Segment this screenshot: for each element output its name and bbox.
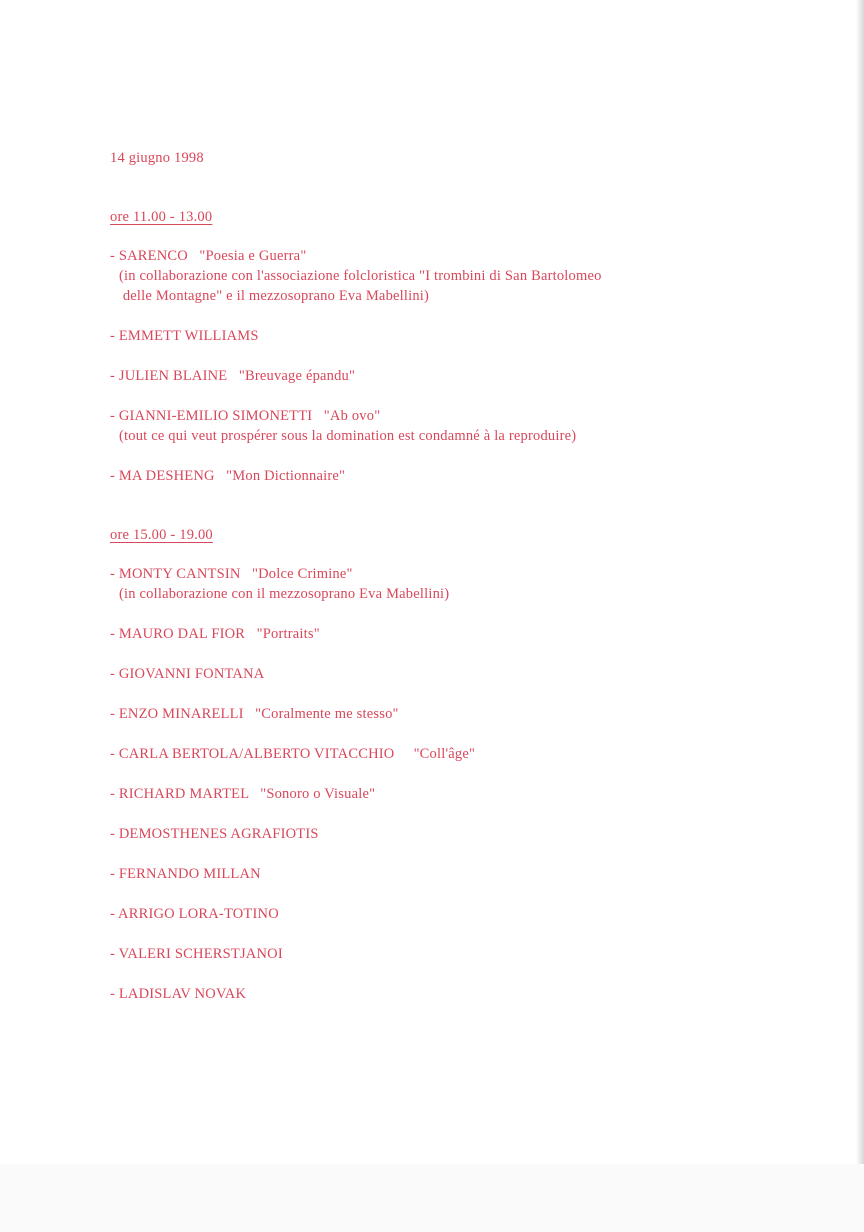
sessions-container [110,207,810,1004]
performer-line: - DEMOSTHENES AGRAFIOTIS [110,826,319,842]
performer-entry [110,246,810,306]
performer-entry [110,366,810,386]
performer-line: - EMMETT WILLIAMS [110,328,259,344]
performer-entry [110,944,810,964]
performer-line: - MAURO DAL FIOR "Portraits" [110,626,320,642]
performer-line: - SARENCO "Poesia e Guerra" [110,248,307,264]
performer-entry [110,664,810,684]
performer-line: - RICHARD MARTEL "Sonoro o Visuale" [110,786,376,802]
program-content [110,148,810,1024]
performer-line: - JULIEN BLAINE "Breuvage épandu" [110,368,356,384]
performer-line: - CARLA BERTOLA/ALBERTO VITACCHIO "Coll'âge" [110,746,476,762]
performer-entry [110,744,810,764]
performer-entry [110,784,810,804]
performer-entry [110,466,810,486]
scan-bottom-band [0,1164,864,1232]
performer-entry [110,564,810,604]
session-block [110,525,810,1004]
performer-line: - VALERI SCHERSTJANOI [110,946,283,962]
section-gap [110,506,810,525]
performer-note: (in collaborazione con il mezzosoprano Eva Mabellini) [119,586,450,602]
session-time-header: ore 11.00 - 13.00 [110,209,213,225]
document-date: 14 giugno 1998 [110,150,204,166]
performer-entry [110,864,810,884]
performer-note: (tout ce qui veut prospérer sous la domination est condamné à la reproduire) [119,428,577,444]
performer-entry [110,326,810,346]
session-block [110,207,810,486]
performer-note: delle Montagne" e il mezzosoprano Eva Mabellini) [119,288,430,304]
performer-line: - ARRIGO LORA-TOTINO [110,906,279,922]
page-edge-shadow [856,0,864,1232]
performer-line: - LADISLAV NOVAK [110,986,247,1002]
performer-note: (in collaborazione con l'associazione folcloristica "I trombini di San Bartolomeo [119,268,602,284]
performer-entry [110,624,810,644]
performer-line: - MONTY CANTSIN "Dolce Crimine" [110,566,353,582]
session-time-header: ore 15.00 - 19.00 [110,527,213,543]
performer-line: - GIANNI-EMILIO SIMONETTI "Ab ovo" [110,408,381,424]
performer-line: - MA DESHENG "Mon Dictionnaire" [110,468,346,484]
performer-entry [110,704,810,724]
performer-line: - FERNANDO MILLAN [110,866,261,882]
performer-line: - ENZO MINARELLI "Coralmente me stesso" [110,706,399,722]
performer-entry [110,904,810,924]
performer-entry [110,406,810,446]
performer-entry [110,824,810,844]
performer-line: - GIOVANNI FONTANA [110,666,265,682]
performer-entry [110,984,810,1004]
